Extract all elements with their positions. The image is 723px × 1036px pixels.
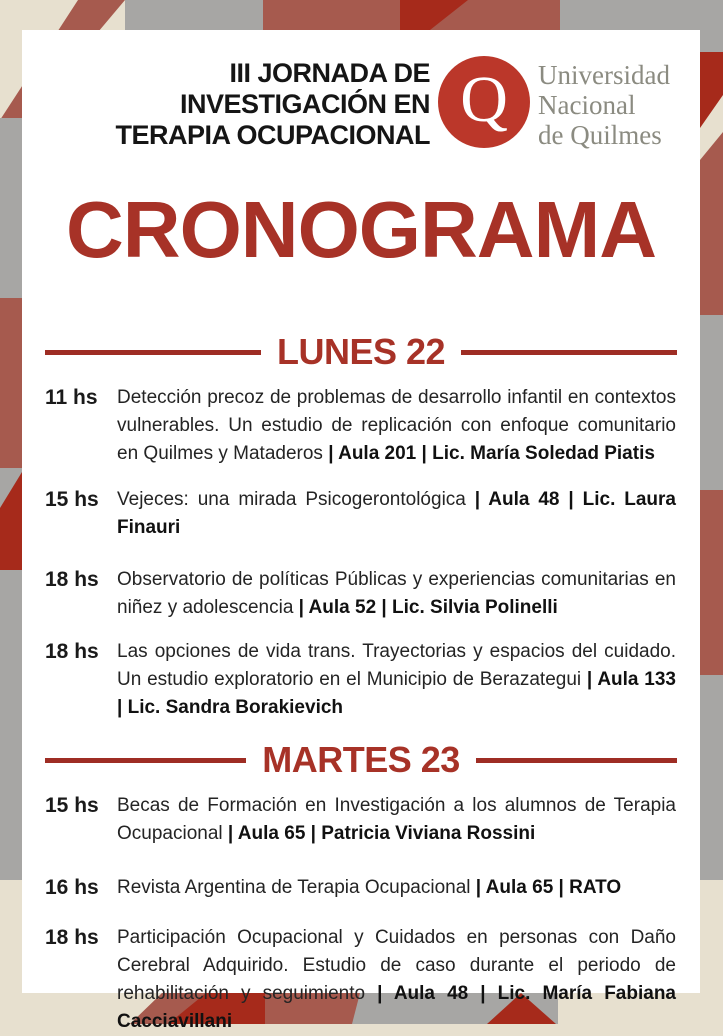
poster-header (22, 56, 700, 156)
event-title-line-1: III JORNADA DE (229, 58, 431, 88)
item-description: Las opciones de vida trans. Trayectorias y espacios del cuidado. Un estudio exploratorio en el Municipio de Berazategui | Aula 133 | Lic. Sandra Borakievich (117, 641, 676, 718)
item-details: | Aula 52 | Lic. Silvia Polinelli (298, 597, 558, 618)
logo-letter: Q (460, 63, 508, 136)
item-time: 18 hs (45, 640, 99, 663)
divider-line (45, 758, 246, 763)
day-header-lunes (22, 332, 700, 372)
day-header-martes (22, 740, 700, 780)
item-details: | Aula 201 | Lic. María Soledad Piatis (328, 443, 655, 464)
divider-line (45, 350, 261, 355)
item-time: 18 hs (45, 568, 99, 591)
schedule-item (22, 486, 700, 542)
item-time: 15 hs (45, 488, 99, 511)
day-label: MARTES 23 (262, 739, 460, 780)
divider-line (476, 758, 677, 763)
schedule-item (22, 566, 700, 622)
university-name-line-3: de Quilmes (538, 120, 662, 150)
item-details: | Aula 65 | Patricia Viviana Rossini (227, 823, 536, 844)
item-details: | Aula 65 | RATO (475, 877, 622, 898)
item-description: Revista Argentina de Terapia Ocupacional | Aula 65 | RATO (117, 877, 622, 898)
schedule-item (22, 874, 700, 902)
item-time: 15 hs (45, 794, 99, 817)
item-description: Vejeces: una mirada Psicogerontológica | Aula 48 | Lic. Laura Finauri (117, 489, 676, 538)
poster-card (22, 30, 700, 1032)
schedule-item (22, 924, 700, 1036)
university-name (538, 60, 670, 150)
event-title-line-2: INVESTIGACIÓN EN (180, 89, 431, 119)
event-title-line-3: TERAPIA OCUPACIONAL (115, 120, 431, 150)
page-title: CRONOGRAMA (66, 185, 656, 274)
item-details: | Aula 48 | Lic. Laura Finauri (117, 489, 676, 538)
university-logo-icon (438, 56, 530, 148)
day-label: LUNES 22 (276, 331, 446, 372)
item-time: 16 hs (45, 876, 99, 899)
university-name-line-1: Universidad (538, 60, 670, 90)
university-name-line-2: Nacional (538, 90, 636, 120)
item-description: Detección precoz de problemas de desarrollo infantil en contextos vulnerables. Un estudio de replicación con enfoque comunitario en Quilmes y Mataderos | Aula 201 | Lic. María Soledad Piatis (117, 387, 676, 464)
item-description: Observatorio de políticas Públicas y experiencias comunitarias en niñez y adolescencia | Aula 52 | Lic. Silvia Polinelli (117, 569, 676, 618)
schedule-item (22, 792, 700, 848)
schedule-item (22, 638, 700, 722)
item-description: Participación Ocupacional y Cuidados en personas con Daño Cerebral Adquirido. Estudio de caso durante el periodo de rehabilitación y seguimiento | Aula 48 | Lic. María Fabiana Cacciavillani (117, 927, 676, 1032)
item-details: | Aula 48 | Lic. María Fabiana Cacciavillani (117, 983, 676, 1032)
schedule-item (22, 384, 700, 468)
item-details: | Aula 133 | Lic. Sandra Borakievich (117, 669, 676, 718)
event-title (116, 58, 431, 151)
item-description: Becas de Formación en Investigación a los alumnos de Terapia Ocupacional | Aula 65 | Patricia Viviana Rossini (117, 795, 676, 844)
divider-line (461, 350, 677, 355)
item-time: 11 hs (45, 386, 98, 409)
item-time: 18 hs (45, 926, 99, 949)
